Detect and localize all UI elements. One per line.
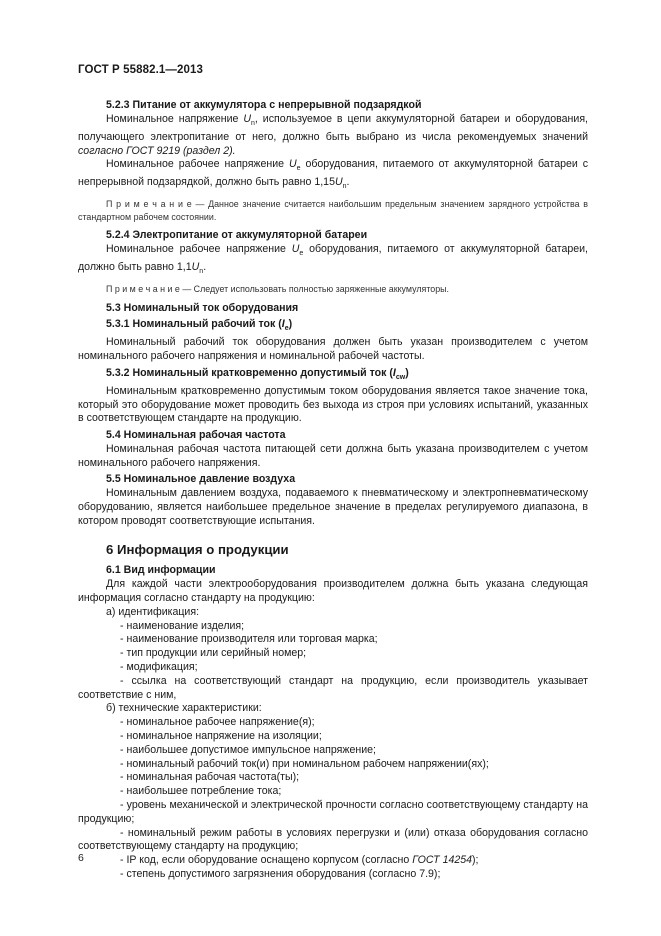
section-5-2-3-para-2: Номинальное рабочее напряжение $U_e$ оборудования, питаемого от аккумуляторной батареи с непрерывной подзарядкой, должно быть равно $1,15U_n$. bbox=[78, 158, 588, 191]
list-b-item-long: - номинальный режим работы в условиях перегрузки и (или) отказа оборудования согласно соответствующему стандарту на продукцию; bbox=[78, 826, 588, 853]
document-body bbox=[78, 96, 588, 882]
section-5-3-1-title: 5.3.1 Номинальный рабочий ток $(I_e)$ bbox=[106, 318, 293, 333]
list-b-item: - номинальное рабочее напряжение(я); bbox=[120, 716, 315, 729]
section-5-2-4-title: 5.2.4 Электропитание от аккумуляторной батареи bbox=[106, 229, 368, 242]
section-5-3-2-title: 5.3.2 Номинальный кратковременно допустимый ток $(I_{cw})$ bbox=[106, 366, 409, 381]
list-b-item: - наибольшее потребление тока; bbox=[120, 785, 282, 798]
section-5-4-title: 5.4 Номинальная рабочая частота bbox=[106, 429, 286, 442]
section-5-4-para: Номинальная рабочая частота питающей сети должна быть указана производителем с учетом номинального рабочего напряжения. bbox=[78, 442, 588, 469]
section-5-3-1-para: Номинальный рабочий ток оборудования должен быть указан производителем с учетом номинального рабочего напряжения и номинальной рабочей частоты. bbox=[78, 336, 588, 362]
list-a-item-last: - ссылка на соответствующий стандарт на продукцию, если производитель указывает соответствие с ним, bbox=[78, 674, 588, 701]
section-6-1-title: 6.1 Вид информации bbox=[106, 564, 216, 577]
section-5-5-title: 5.5 Номинальное давление воздуха bbox=[106, 473, 296, 486]
list-b-item: - наибольшее допустимое импульсное напряжение; bbox=[120, 743, 376, 756]
section-5-2-3-para-1: Номинальное напряжение $U_n$, используемое в цепи аккумуляторной батареи и оборудования, получающего электропитание от него, должно быть выбрано из числа рекомендуемых значений согласно ГОСТ 9219 (раздел 2). bbox=[78, 112, 588, 157]
section-5-5-para: Номинальным давлением воздуха, подаваемого к пневматическому и электропневматическому оборудованию, является наибольшее предельное значение в пределах регулируемого диапазона, в котором проводят соответствующие испытания. bbox=[78, 487, 588, 527]
list-a-item: - модификация; bbox=[120, 661, 198, 674]
list-b-item-ip: - IP код, если оборудование оснащено корпусом (согласно ГОСТ 14254); bbox=[120, 854, 479, 867]
section-5-2-3-note: П р и м е ч а н и е — Данное значение считается наибольшим предельным значением зарядного устройства в стандартном рабочем состоянии. bbox=[78, 199, 589, 222]
section-5-3-2-para: Номинальным кратковременно допустимым током оборудования является такое значение тока, который это оборудование может проводить без выхода из строя при условиях испытаний, указанных в соответствующем стандарте на продукцию. bbox=[78, 384, 588, 425]
section-6-1-intro: Для каждой части электрооборудования производителем должна быть указана следующая информация согласно стандарту на продукцию: bbox=[78, 578, 588, 605]
section-5-2-4-para: Номинальное рабочее напряжение $U_e$ оборудования, питаемого от аккумуляторной батареи, должно быть равно $1,1U_n$. bbox=[78, 243, 589, 276]
page-number: 6 bbox=[78, 852, 84, 864]
list-a-item: - наименование изделия; bbox=[120, 619, 245, 632]
list-b-item: - номинальный рабочий ток(и) при номинальном рабочем напряжении(ях); bbox=[120, 757, 489, 770]
list-a-item: - наименование производителя или торговая марка; bbox=[120, 633, 378, 646]
section-6-title: 6 Информация о продукции bbox=[106, 541, 289, 557]
list-a-item: - тип продукции или серийный номер; bbox=[120, 647, 307, 660]
list-b-item-last: - степень допустимого загрязнения оборудования (согласно 7.9); bbox=[120, 868, 441, 880]
list-a-label: а) идентификация: bbox=[106, 605, 200, 618]
list-b-item-long: - уровень механической и электрической прочности согласно соответствующему стандарту на продукцию; bbox=[78, 799, 588, 825]
section-5-2-4-note: П р и м е ч а н и е — Следует использовать полностью заряженные аккумуляторы. bbox=[106, 283, 450, 294]
list-b-item: - номинальное напряжение на изоляции; bbox=[120, 730, 322, 743]
list-b-item: - номинальная рабочая частота(ты); bbox=[120, 771, 300, 784]
section-5-2-3-title: 5.2.3 Питание от аккумулятора с непрерывной подзарядкой bbox=[106, 99, 422, 111]
document-header: ГОСТ Р 55882.1—2013 bbox=[78, 64, 203, 76]
list-b-label: б) технические характеристики: bbox=[106, 702, 262, 715]
section-5-3-title: 5.3 Номинальный ток оборудования bbox=[106, 301, 299, 314]
